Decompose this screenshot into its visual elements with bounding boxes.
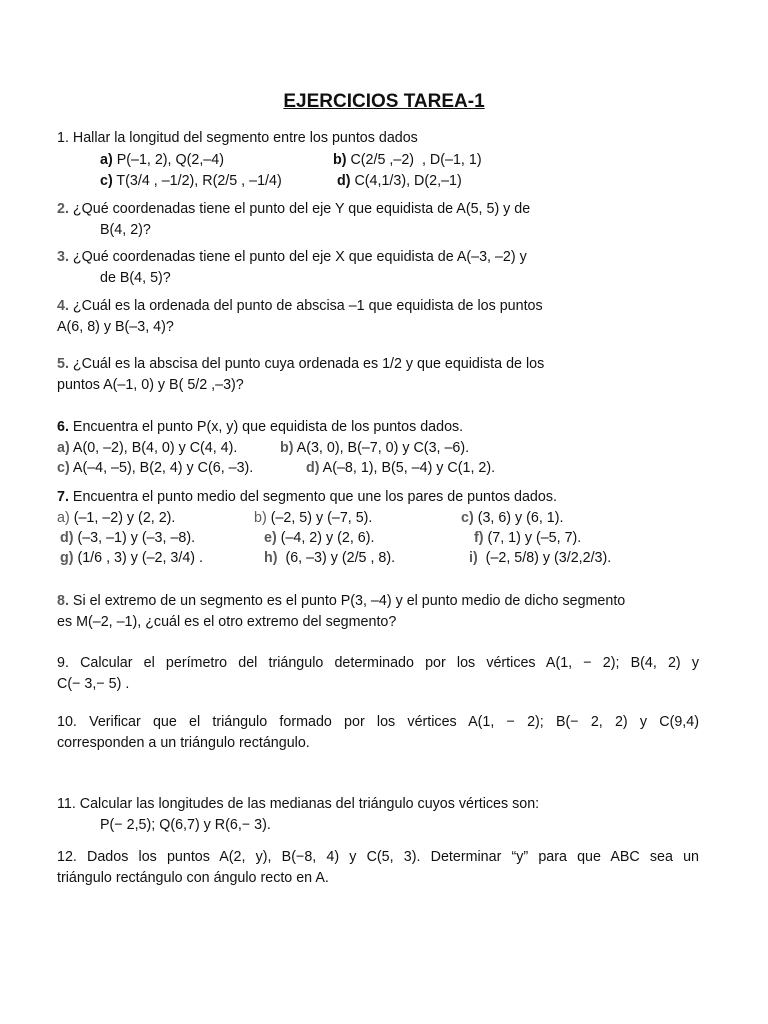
ex1-item-c (100, 172, 282, 190)
ex6-a-text: A(0, –2), B(4, 0) y C(4, 4). (69, 440, 238, 456)
ex5-line1: ¿Cuál es la abscisa del punto cuya ordenada es 1/2 y que equidista de los (68, 356, 545, 372)
ex6-a-label: a) (57, 440, 70, 456)
ex6-b-label: b) (280, 440, 294, 456)
ex8-line2: es M(–2, –1), ¿cuál es el otro extremo del segmento? (57, 614, 397, 630)
ex8-number: 8. (57, 593, 69, 609)
ex1-d-text: C(4,1/3), D(2,–1) (350, 173, 462, 189)
ex6-number: 6. (57, 419, 69, 435)
ex6-c-text: A(–4, –5), B(2, 4) y C(6, –3). (69, 460, 254, 476)
ex4-number: 4. (57, 298, 69, 314)
ex2-line2: B(4, 2)? (100, 222, 151, 238)
ex7-a-label: a) (57, 510, 70, 526)
ex7-c-label: c) (461, 510, 474, 526)
ex7-g-text: (1/6 , 3) y (–2, 3/4) . (73, 550, 204, 566)
ex6-d-label: d) (306, 460, 320, 476)
ex8-statement (57, 592, 625, 610)
ex2-statement (57, 200, 530, 218)
ex6-d-text: A(–8, 1), B(5, –4) y C(1, 2). (319, 460, 496, 476)
ex4-line2: A(6, 8) y B(–3, 4)? (57, 319, 174, 335)
ex7-f-label: f) (474, 530, 484, 546)
ex3-number: 3. (57, 249, 69, 265)
ex8-line1: Si el extremo de un segmento es el punto P(3, –4) y el punto medio de dicho segmento (68, 593, 626, 609)
ex1-item-b (333, 151, 482, 169)
ex7-item-i (469, 549, 611, 567)
ex7-item-e (264, 529, 374, 547)
ex7-item-f (474, 529, 581, 547)
ex7-statement (57, 488, 557, 506)
ex5-number: 5. (57, 356, 69, 372)
ex3-line1: ¿Qué coordenadas tiene el punto del eje X que equidista de A(–3, –2) y (68, 249, 527, 265)
ex7-e-text: (–4, 2) y (2, 6). (276, 530, 375, 546)
ex1-d-label: d) (337, 173, 351, 189)
ex10-line2: corresponden a un triángulo rectángulo. (57, 735, 310, 751)
ex6-statement (57, 418, 463, 436)
ex7-d-text: (–3, –1) y (–3, –8). (73, 530, 196, 546)
ex7-item-d (60, 529, 195, 547)
ex2-number: 2. (57, 201, 69, 217)
ex7-line1: Encuentra el punto medio del segmento que une los pares de puntos dados. (68, 489, 557, 505)
ex1-c-label: c) (100, 173, 113, 189)
ex7-i-text: (–2, 5/8) y (3/2,2/3). (477, 550, 612, 566)
ex7-b-label: b) (254, 510, 267, 526)
ex12-statement: 12. Dados los puntos A(2, y), B(−8, 4) y C(5, 3). Determinar “y” para que ABC sea un (57, 849, 699, 865)
ex9-statement: 9. Calcular el perímetro del triángulo determinado por los vértices A(1, − 2); B(4, 2) y (57, 655, 699, 671)
ex7-b-text: (–2, 5) y (–7, 5). (266, 510, 373, 526)
ex7-item-h (264, 549, 395, 567)
ex4-statement (57, 297, 543, 315)
ex7-f-text: (7, 1) y (–5, 7). (483, 530, 582, 546)
ex1-c-text: T(3/4 , –1/2), R(2/5 , –1/4) (112, 173, 282, 189)
ex6-item-a (57, 439, 237, 457)
ex7-item-a (57, 509, 175, 527)
ex7-a-text: (–1, –2) y (2, 2). (69, 510, 176, 526)
ex6-item-b (280, 439, 469, 457)
ex7-h-text: (6, –3) y (2/5 , 8). (277, 550, 396, 566)
ex1-b-text: C(2/5 ,–2) , D(–1, 1) (346, 152, 482, 168)
ex7-item-g (60, 549, 203, 567)
ex1-a-text: P(–1, 2), Q(2,–4) (112, 152, 224, 168)
ex6-c-label: c) (57, 460, 70, 476)
ex6-item-c (57, 459, 253, 477)
ex6-item-d (306, 459, 495, 477)
ex7-h-label: h) (264, 550, 278, 566)
ex3-statement (57, 248, 527, 266)
ex1-b-label: b) (333, 152, 347, 168)
ex7-number: 7. (57, 489, 69, 505)
ex7-d-label: d) (60, 530, 74, 546)
ex7-c-text: (3, 6) y (6, 1). (473, 510, 564, 526)
ex7-item-c (461, 509, 564, 527)
ex1-item-d (337, 172, 462, 190)
ex6-b-text: A(3, 0), B(–7, 0) y C(3, –6). (293, 440, 470, 456)
ex11-statement: 11. Calcular las longitudes de las medianas del triángulo cuyos vértices son: (57, 796, 540, 812)
ex7-item-b (254, 509, 372, 527)
ex5-statement (57, 355, 544, 373)
ex9-line2: C(− 3,− 5) . (57, 676, 130, 692)
ex3-line2: de B(4, 5)? (100, 270, 171, 286)
ex7-g-label: g) (60, 550, 74, 566)
ex1-item-a (100, 151, 224, 169)
ex6-line1: Encuentra el punto P(x, y) que equidista de los puntos dados. (68, 419, 464, 435)
ex11-line2: P(− 2,5); Q(6,7) y R(6,− 3). (100, 817, 271, 833)
ex1-statement: 1. Hallar la longitud del segmento entre los puntos dados (57, 130, 418, 146)
ex7-i-label: i) (469, 550, 478, 566)
ex1-a-label: a) (100, 152, 113, 168)
ex5-line2: puntos A(–1, 0) y B( 5/2 ,–3)? (57, 377, 244, 393)
page-title: EJERCICIOS TAREA-1 (283, 91, 485, 112)
ex7-e-label: e) (264, 530, 277, 546)
ex12-line2: triángulo rectángulo con ángulo recto en A. (57, 870, 329, 886)
ex4-line1: ¿Cuál es la ordenada del punto de abscisa –1 que equidista de los puntos (68, 298, 543, 314)
ex2-line1: ¿Qué coordenadas tiene el punto del eje Y que equidista de A(5, 5) y de (68, 201, 531, 217)
ex10-statement: 10. Verificar que el triángulo formado por los vértices A(1, − 2); B(− 2, 2) y C(9,4) (57, 714, 699, 730)
